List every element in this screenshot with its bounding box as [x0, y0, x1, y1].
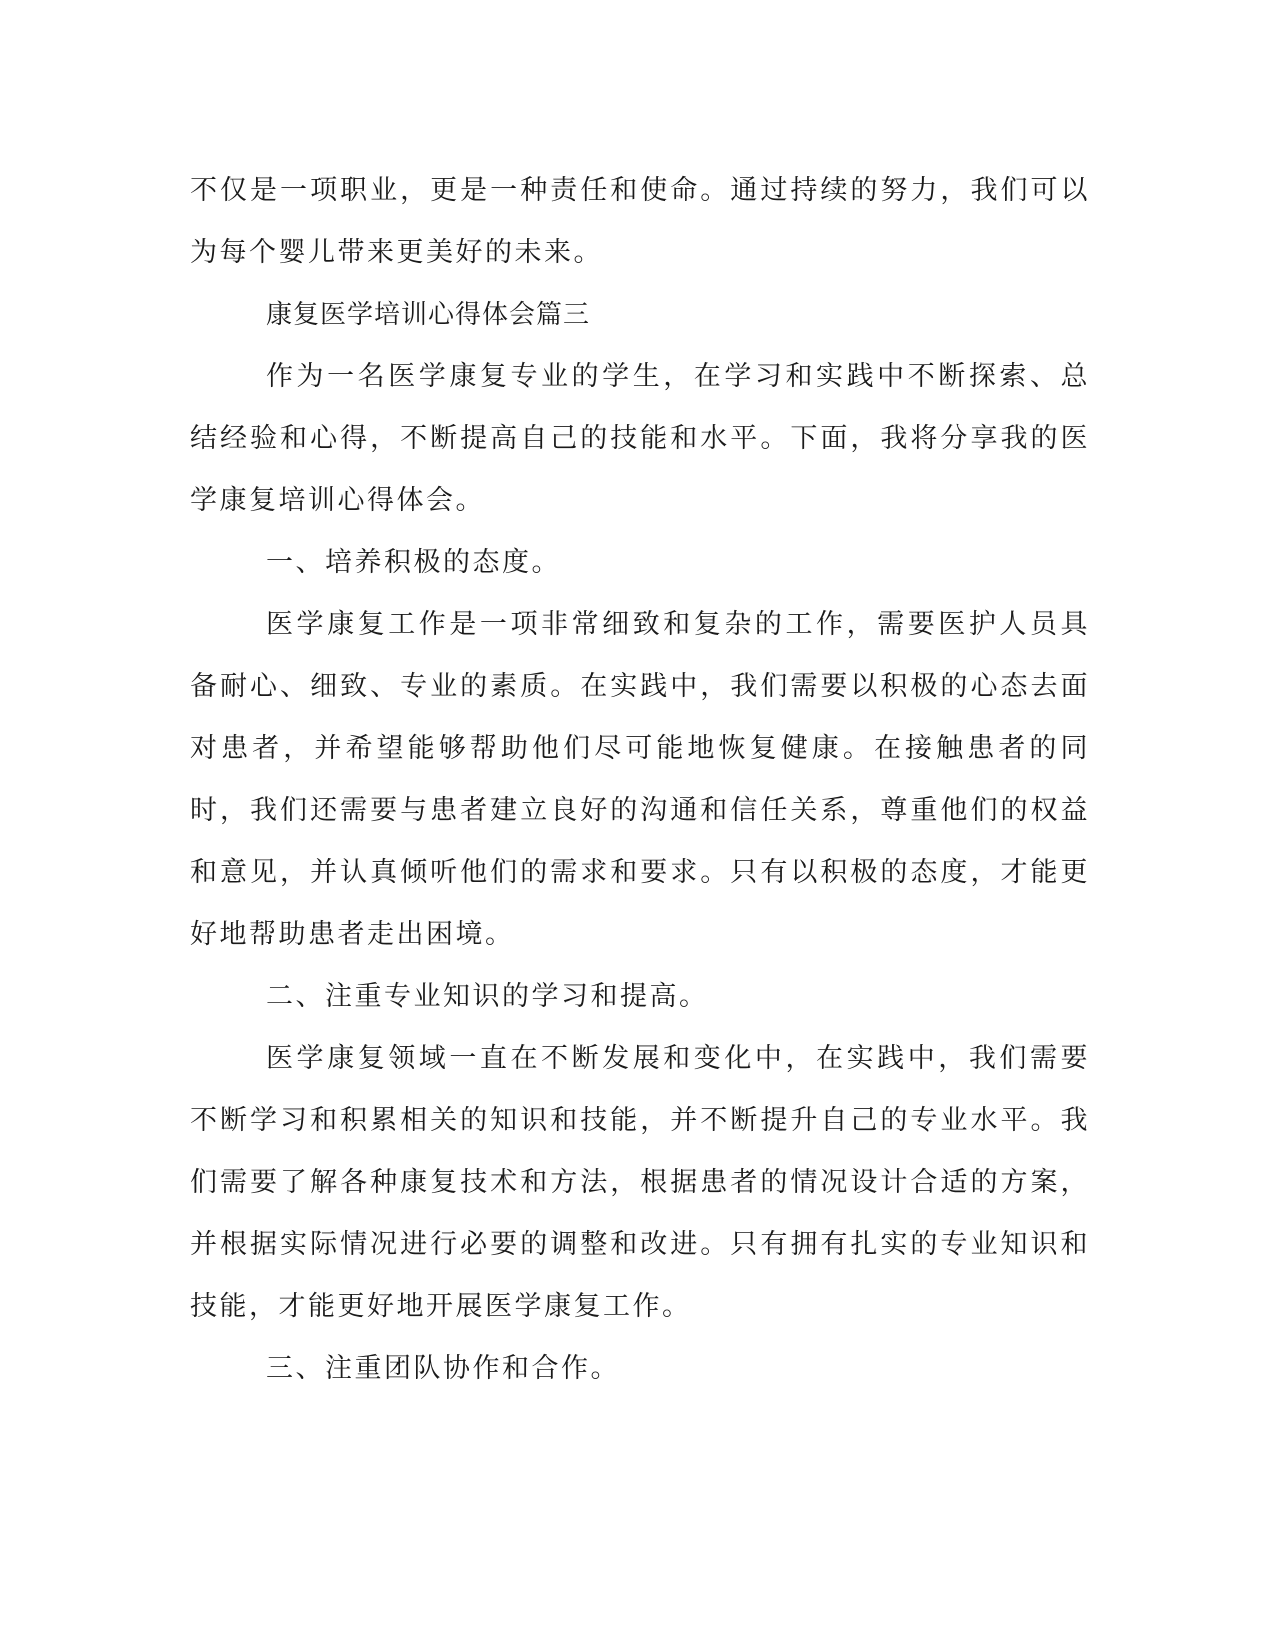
- point-three-heading: 三、注重团队协作和合作。: [266, 1353, 620, 1384]
- paragraph-intro: 作为一名医学康复专业的学生，在学习和实践中不断探索、总结经验和心得，不断提高自己的技能和水平。下面，我将分享我的医学康复培训心得体会。: [190, 361, 1090, 516]
- point-two-heading: 二、注重专业知识的学习和提高。: [266, 981, 709, 1012]
- point-two-body: 医学康复领域一直在不断发展和变化中，在实践中，我们需要不断学习和积累相关的知识和技能，并不断提升自己的专业水平。我们需要了解各种康复技术和方法，根据患者的情况设计合适的方案，并根据实际情况进行必要的调整和改进。只有拥有扎实的专业知识和技能，才能更好地开展医学康复工作。: [190, 1043, 1090, 1322]
- section-heading: 康复医学培训心得体会篇三: [266, 300, 591, 330]
- document-body: [190, 160, 1090, 1400]
- point-one-heading: 一、培养积极的态度。: [266, 547, 561, 578]
- paragraph-continuation: 不仅是一项职业，更是一种责任和使命。通过持续的努力，我们可以为每个婴儿带来更美好的未来。: [190, 175, 1090, 268]
- point-one-body: 医学康复工作是一项非常细致和复杂的工作，需要医护人员具备耐心、细致、专业的素质。在实践中，我们需要以积极的心态去面对患者，并希望能够帮助他们尽可能地恢复健康。在接触患者的同时，我们还需要与患者建立良好的沟通和信任关系，尊重他们的权益和意见，并认真倾听他们的需求和要求。只有以积极的态度，才能更好地帮助患者走出困境。: [190, 609, 1090, 950]
